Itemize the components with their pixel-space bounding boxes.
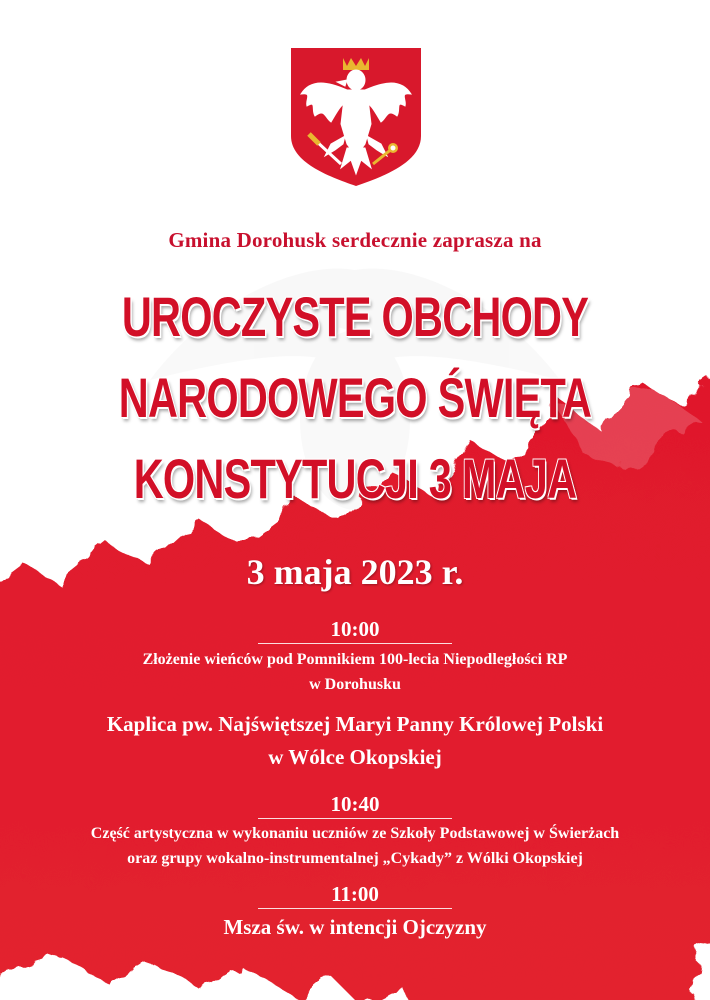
event-1-description-line-1: Złożenie wieńców pod Pomnikiem 100-lecia Niepodległości RP [142,651,568,668]
event-1-place-line-2: w Wólce Okopskiej [268,745,442,769]
event-1-description-line-2: w Dorohusku [309,676,401,693]
event-2-time: 10:40 [330,792,380,816]
divider [258,818,452,819]
event-3-description: Msza św. w intencji Ojczyzny [223,915,487,939]
event-3-time: 11:00 [331,882,379,906]
event-2-description-line-2: oraz grupy wokalno-instrumentalnej „Cykady” z Wólki Okopskiej [127,850,583,867]
coat-of-arms-icon [285,44,427,188]
title-line-2: NARODOWEGO ŚWIĘTA [118,366,592,429]
event-date: 3 maja 2023 r. [246,552,464,592]
divider [258,643,452,644]
title-line-1: UROCZYSTE OBCHODY [121,285,589,348]
event-1-place-line-1: Kaplica pw. Najświętszej Maryi Panny Królowej Polski [106,712,604,736]
divider [258,908,452,909]
title-line-3: KONSTYTUCJI 3 MAJA [133,447,577,510]
event-1-time: 10:00 [330,617,380,641]
event-2-description-line-1: Część artystyczna w wykonaniu uczniów ze Szkoły Podstawowej w Świerżach [90,825,620,842]
invitation-line: Gmina Dorohusk serdecznie zaprasza na [168,228,542,252]
